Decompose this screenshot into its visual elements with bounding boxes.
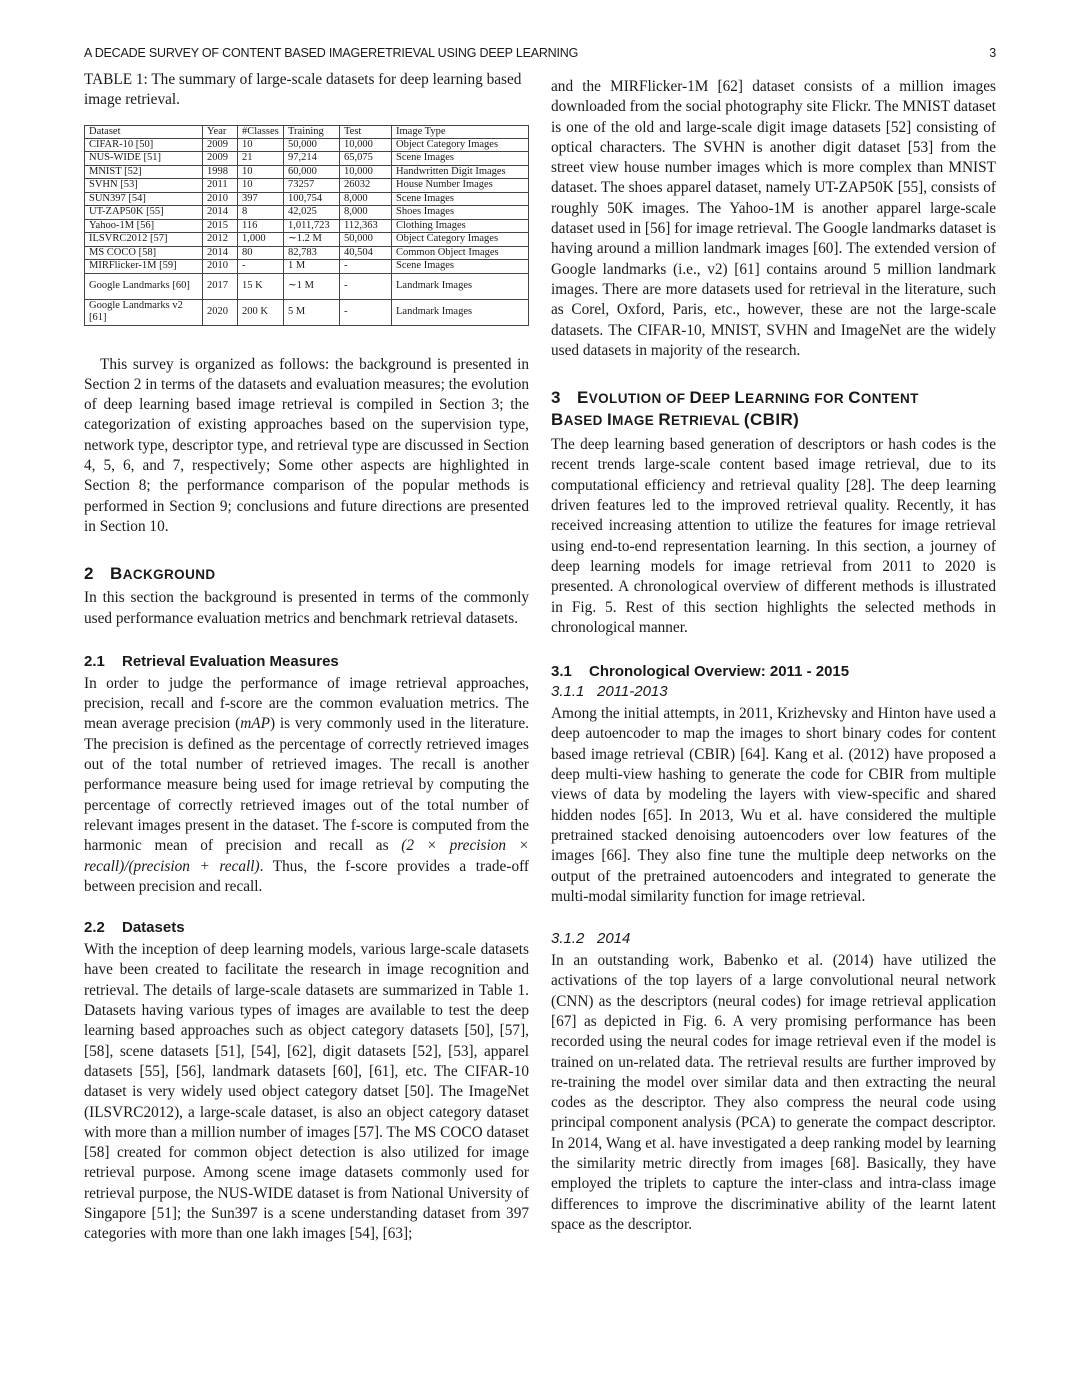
period-2011-2013-paragraph: Among the initial attempts, in 2011, Krizhevsky and Hinton have used a deep autoencoder to map the images to short binary codes for content based image retrieval (CBIR) [64]. Kang et al. (2012) have proposed a deep multi-view hashing to generate the code for CBIR from multiple views of data by modeling the layers with view-specific and shared hidden nodes [65]. In 2013, Wu et al. have considered the multiple pretrained stacked denoising autoencoders over low features of the images [66]. They also fine tune the multiple deep networks on the output of the pretrained autoencoders and integrated to generate the multi-modal similarity function for image retrieval. <box>551 705 996 905</box>
math-fscore-formula: (2 × precision × recall)/(precision + recall) <box>84 837 529 875</box>
table-cell: Landmark Images <box>392 299 529 325</box>
table-cell: NUS-WIDE [51] <box>85 152 203 166</box>
section-heading-evolution: 3 EVOLUTION OF DEEP LEARNING FOR CONTENT BASED IMAGE RETRIEVAL (CBIR) <box>551 388 919 430</box>
section-number: 2 <box>84 564 94 584</box>
page-number: 3 <box>989 46 996 60</box>
table-cell: 10 <box>238 179 284 193</box>
table-row <box>85 138 529 152</box>
table-cell: 10 <box>238 165 284 179</box>
table-cell: Scene Images <box>392 152 529 166</box>
table-cell: 2014 <box>203 206 238 220</box>
table-cell: 2010 <box>203 260 238 274</box>
table-cell: 2010 <box>203 192 238 206</box>
table-cell: 112,363 <box>340 219 392 233</box>
running-header <box>84 46 996 60</box>
table-cell: 200 K <box>238 299 284 325</box>
table-cell: Handwritten Digit Images <box>392 165 529 179</box>
table-cell: 2014 <box>203 246 238 260</box>
table-cell: Landmark Images <box>392 273 529 299</box>
table-cell: 2011 <box>203 179 238 193</box>
section-heading-background: 2 BACKGROUND <box>84 564 216 584</box>
table-row <box>85 165 529 179</box>
evolution-paragraph: The deep learning based generation of descriptors or hash codes is the recent trends large-scale content based image retrieval, due to its computational efficiency and retrieval quality [28]. The deep learning driven features led to the improved retrieval quality. Recently, it has received increasing attention to utilize the features for image retrieval using end-to-end representation learning. In this section, a journey of deep learning models for image retrieval from 2011 to 2020 is presented. A chronological overview of different methods is illustrated in Fig. 5. Rest of this section highlights the selected methods in chronological manner. <box>551 436 996 636</box>
table-cell: Object Category Images <box>392 138 529 152</box>
table-cell: 80 <box>238 246 284 260</box>
table-cell: 21 <box>238 152 284 166</box>
table-row <box>85 233 529 247</box>
subsection-heading-datasets: 2.2 Datasets <box>84 919 185 937</box>
table-cell: 1 M <box>284 260 340 274</box>
column-header: Test <box>340 125 392 138</box>
subsection-heading-chronological-overview: 3.1 Chronological Overview: 2011 - 2015 <box>551 663 850 681</box>
table-cell: 82,783 <box>284 246 340 260</box>
left-column <box>84 70 529 1245</box>
table-cell: 10,000 <box>340 165 392 179</box>
table-cell: 60,000 <box>284 165 340 179</box>
table-cell: 15 K <box>238 273 284 299</box>
table-cell: 40,504 <box>340 246 392 260</box>
table-cell: - <box>340 299 392 325</box>
subsubsection-heading-2011-2013: 3.1.1 2011-2013 <box>551 683 668 701</box>
table-cell: Clothing Images <box>392 219 529 233</box>
datasets-continued-paragraph: and the MIRFlicker-1M [62] dataset consists of a million images downloaded from the social photography site Flickr. The MNIST dataset is one of the old and large-scale digit image datasets [52] consisting of optical characters. The SVHN is another digit dataset [53] from the street view house number images which is more complex than MNIST dataset. The shoes apparel dataset, namely UT-ZAP50K [55], consists of roughly 50K images. The Yahoo-1M is another apparel large-scale dataset used in [56] for image retrieval. The Google landmarks dataset is having around a million landmark images [60]. The extended version of Google landmarks (i.e., v2) [61] contains around 5 million landmark images. There are more datasets used for retrieval in the literature, such as Corel, Oxford, Paris, etc., however, these are not the large-scale datasets. The CIFAR-10, MNIST, SVHN and ImageNet are the widely used datasets in majority of the research. <box>551 78 996 359</box>
datasets-paragraph: With the inception of deep learning models, various large-scale datasets have been created to facilitate the research in image recognition and retrieval. The details of large-scale datasets are summarized in Table 1. Datasets having various types of images are available to test the deep learning based approaches such as object category datasets [50], [57], [58], scene datasets [51], [54], [62], digit datasets [52], [53], apparel datasets [55], [56], landmark datasets [60], [61], etc. The CIFAR-10 dataset is very widely used object category datset [50]. The ImageNet (ILSVRC2012), a large-scale dataset, is also an object category dataset with more than a million number of images [57]. The MS COCO dataset [58] created for common object detection is also utilized for image retrieval purpose. Among scene image datasets commonly used for retrieval purpose, the NUS-WIDE dataset is from National University of Singapore [51]; the Sun397 is a scene understanding dataset from 397 categories with more than one lakh images [54], [63]; <box>84 941 529 1243</box>
math-map: mAP <box>240 715 270 733</box>
table-row <box>85 179 529 193</box>
table-row <box>85 152 529 166</box>
table-cell: 397 <box>238 192 284 206</box>
running-title: A DECADE SURVEY OF CONTENT BASED IMAGERETRIEVAL USING DEEP LEARNING <box>84 46 579 60</box>
table-row <box>85 260 529 274</box>
table-cell: 8,000 <box>340 192 392 206</box>
evaluation-measures-paragraph: In order to judge the performance of image retrieval approaches, precision, recall and f-score are the common evaluation metrics. The mean average precision (mAP) is very commonly used in the literature. The precision is defined as the percentage of correctly retrieved images out of the total number of retrieved images. The recall is another performance measure being used for image retrieval by computing the percentage of correctly retrieved images out of the total number of relevant images present in the dataset. The f-score is computed from the harmonic mean of precision and recall as (2 × precision × recall)/(precision + recall). Thus, the f-score provides a trade-off between precision and recall. <box>84 674 530 895</box>
table-row <box>85 246 529 260</box>
table-cell: SVHN [53] <box>85 179 203 193</box>
table-cell: 10 <box>238 138 284 152</box>
table-cell: 2009 <box>203 152 238 166</box>
table-cell: 2012 <box>203 233 238 247</box>
table-cell: 50,000 <box>284 138 340 152</box>
table-cell: Google Landmarks v2 [61] <box>85 299 203 325</box>
column-header: Dataset <box>85 125 203 138</box>
table-cell: MIRFlicker-1M [59] <box>85 260 203 274</box>
table-cell: 1998 <box>203 165 238 179</box>
datasets-table <box>84 125 529 326</box>
table-cell: Shoes Images <box>392 206 529 220</box>
table-cell: 65,075 <box>340 152 392 166</box>
table-row <box>85 299 529 325</box>
table-cell: House Number Images <box>392 179 529 193</box>
table-cell: 50,000 <box>340 233 392 247</box>
table-cell: - <box>340 260 392 274</box>
table-cell: ∼1 M <box>284 273 340 299</box>
column-header: Year <box>203 125 238 138</box>
table-cell: 2009 <box>203 138 238 152</box>
table-cell: 2020 <box>203 299 238 325</box>
table-cell: 97,214 <box>284 152 340 166</box>
table-cell: 2017 <box>203 273 238 299</box>
table-cell: MS COCO [58] <box>85 246 203 260</box>
table-cell: Common Object Images <box>392 246 529 260</box>
table-cell: 26032 <box>340 179 392 193</box>
period-2014-paragraph: In an outstanding work, Babenko et al. (2014) have utilized the activations of the top layers of a large convolutional neural network (CNN) as the descriptors (neural codes) for image retrieval application [67] as depicted in Fig. 6. A very promising performance has been recorded using the neural codes for image retrieval even if the model is trained on un-related data. The retrieval results are further improved by re-training the model over similar data and then extracting the neural codes as the descriptor. They also compress the neural code using principal component analysis (PCA) to generate the compact descriptor. In 2014, Wang et al. have investigated a deep ranking model by learning the similarity metric directly from images [68]. Basically, they have employed the triplets to capture the inter-class and intra-class image differences to improve the discriminative ability of the learnt latent space as the descriptor. <box>551 952 996 1233</box>
table-cell: - <box>238 260 284 274</box>
table-cell: 1,000 <box>238 233 284 247</box>
table-cell: 42,025 <box>284 206 340 220</box>
table-cell: CIFAR-10 [50] <box>85 138 203 152</box>
right-column <box>551 77 996 1235</box>
column-header: #Classes <box>238 125 284 138</box>
table-cell: 8,000 <box>340 206 392 220</box>
table-cell: 5 M <box>284 299 340 325</box>
table-cell: ILSVRC2012 [57] <box>85 233 203 247</box>
table-cell: MNIST [52] <box>85 165 203 179</box>
table-cell: - <box>340 273 392 299</box>
table-cell: Object Category Images <box>392 233 529 247</box>
table-cell: SUN397 [54] <box>85 192 203 206</box>
table-cell: 2015 <box>203 219 238 233</box>
table-cell: Scene Images <box>392 260 529 274</box>
table-cell: 73257 <box>284 179 340 193</box>
table-cell: Google Landmarks [60] <box>85 273 203 299</box>
background-paragraph: In this section the background is presented in terms of the commonly used performance evaluation metrics and benchmark retrieval datasets. <box>84 589 529 627</box>
column-header: Image Type <box>392 125 529 138</box>
table-cell: 10,000 <box>340 138 392 152</box>
table-cell: 1,011,723 <box>284 219 340 233</box>
table-caption: TABLE 1: The summary of large-scale datasets for deep learning based image retrieval. <box>84 71 522 109</box>
table-row <box>85 273 529 299</box>
table-cell: 116 <box>238 219 284 233</box>
table-cell: Yahoo-1M [56] <box>85 219 203 233</box>
table-row <box>85 192 529 206</box>
column-header: Training <box>284 125 340 138</box>
table-header-row <box>85 125 529 138</box>
table-cell: ∼1.2 M <box>284 233 340 247</box>
intro-paragraph: This survey is organized as follows: the background is presented in Section 2 in terms of the datasets and evaluation measures; the evolution of deep learning based image retrieval is compiled in Section 3; the categorization of existing approaches based on the supervision type, network type, descriptor type, and retrieval type are discussed in Section 4, 5, 6, and 7, respectively; Some other aspects are highlighted in Section 8; the performance comparison of the popular methods is performed in Section 9; conclusions and future directions are presented in Section 10. <box>84 355 529 535</box>
table-cell: 8 <box>238 206 284 220</box>
subsection-heading-evaluation-measures: 2.1 Retrieval Evaluation Measures <box>84 652 339 670</box>
table-row <box>85 219 529 233</box>
table-cell: 100,754 <box>284 192 340 206</box>
table-cell: UT-ZAP50K [55] <box>85 206 203 220</box>
subsubsection-heading-2014: 3.1.2 2014 <box>551 930 631 948</box>
table-cell: Scene Images <box>392 192 529 206</box>
table-row <box>85 206 529 220</box>
